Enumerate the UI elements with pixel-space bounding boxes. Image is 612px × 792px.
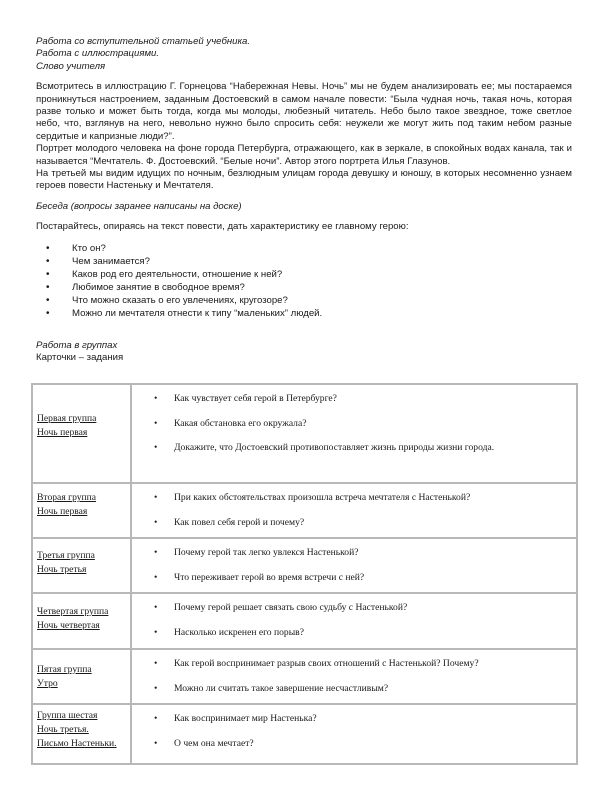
- group-cell: [33, 648, 132, 703]
- task-item: • О чем она мечтает?: [174, 737, 564, 751]
- group-labels: [37, 605, 108, 633]
- group-labels: [37, 709, 117, 751]
- conversation-heading: Беседа (вопросы заранее написаны на доске): [36, 200, 242, 212]
- task-item: • Насколько искренен его порыв?: [174, 626, 564, 640]
- question-item: • Любимое занятие в свободное время?: [46, 281, 572, 294]
- tasks-cell: [132, 482, 576, 539]
- task-item: • Какая обстановка его окружала?: [174, 417, 564, 431]
- group-cell: [33, 537, 132, 592]
- group-label: Письмо Настеньки.: [37, 738, 117, 749]
- section-heading: Работа с иллюстрациями.: [36, 48, 160, 60]
- task-item: • Докажите, что Достоевский противопоставляет жизнь природы жизни города.: [174, 441, 564, 455]
- table-row: [33, 537, 576, 592]
- table-row: [33, 482, 576, 537]
- task-list: [174, 491, 564, 540]
- tasks-cell: [132, 385, 576, 482]
- task-item: • При каких обстоятельствах произошла встреча мечтателя с Настенькой?: [174, 491, 564, 505]
- question-item: • Можно ли мечтателя отнести к типу “маленьких” людей.: [46, 307, 572, 320]
- group-label: Ночь третья: [37, 564, 87, 575]
- paragraph-illustration: Всмотритесь в иллюстрацию Г. Горнецова “Набережная Невы. Ночь” мы не будем анализировать ее; мы постараемся проникнуться настроением, заданным Достоевский в самом начале повести: “Была чудная ночь, такая ночь, которая разве только и может быть тогда, когда мы молоды, любезный читатель. Небо было такое звездное, тоже светлое небо, что, взглянув на него, невольно нужно было спросить себя: неужели же могут жить под таким небом разные сердитые и капризные люди?”.: [36, 81, 572, 142]
- table-row: [33, 648, 576, 703]
- question-item: • Чем занимается?: [46, 255, 572, 268]
- groupwork-subheading: Карточки – задания: [36, 352, 124, 364]
- paragraph-portrait: Портрет молодого человека на фоне города Петербурга, отражающего, как в зеркале, в спокойных водах канала, так и называется “Мечтатель. Ф. Достоевский. “Белые ночи”. Автор этого портрета Илья Глазунов.: [36, 143, 572, 167]
- group-label: Ночь четвертая: [37, 620, 100, 631]
- lesson-text: [36, 36, 572, 365]
- task-item: • Как герой воспринимает разрыв своих отношений с Настенькой? Почему?: [174, 657, 564, 671]
- group-label: Первая группа: [37, 413, 97, 424]
- group-label: Третья группа: [37, 550, 95, 561]
- group-cell: [33, 592, 132, 648]
- group-label: Пятая группа: [37, 664, 92, 675]
- task-item: • Почему герой решает связать свою судьбу с Настенькой?: [174, 601, 564, 615]
- group-cell: [33, 703, 132, 763]
- question-item: • Каков род его деятельности, отношение к ней?: [46, 268, 572, 281]
- tasks-cell: [132, 592, 576, 650]
- groupwork-heading: Работа в группах: [36, 339, 118, 351]
- group-label: Ночь первая: [37, 427, 88, 438]
- task-item: • Как повел себя герой и почему?: [174, 516, 564, 530]
- table-row: [33, 385, 576, 482]
- task-cards-table: [31, 383, 578, 765]
- task-item: • Что переживает герой во время встречи с ней?: [174, 571, 564, 585]
- group-labels: [37, 412, 96, 440]
- task-item: • Как воспринимает мир Настенька?: [174, 712, 564, 726]
- paragraph-third-illustration: На третьей мы видим идущих по ночным, безлюдным улицам города девушку и юношу, в которых несомненно узнаем героев повести Настеньку и Мечтателя.: [36, 168, 572, 192]
- section-heading: Работа со вступительной статьей учебника.: [36, 36, 251, 47]
- task-list: [174, 601, 564, 650]
- group-labels: [37, 663, 92, 691]
- tasks-cell: [132, 648, 576, 705]
- question-item: • Кто он?: [46, 242, 572, 255]
- table-row: [33, 703, 576, 763]
- task-item: • Почему герой так легко увлекся Настенькой?: [174, 546, 564, 560]
- table-row: [33, 592, 576, 648]
- group-labels: [37, 491, 96, 519]
- task-list: [174, 657, 564, 706]
- tasks-cell: [132, 537, 576, 594]
- task-item: • Можно ли считать такое завершение несчастливым?: [174, 682, 564, 696]
- group-label: Утро: [37, 678, 58, 689]
- task-item: • Как чувствует себя герой в Петербурге?: [174, 392, 564, 406]
- section-heading: Слово учителя: [36, 60, 106, 72]
- group-label: Ночь первая: [37, 506, 88, 517]
- tasks-cell: [132, 703, 576, 765]
- task-list: [174, 546, 564, 595]
- task-list: [174, 392, 564, 466]
- question-item: • Что можно сказать о его увлечениях, кругозоре?: [46, 294, 572, 307]
- group-labels: [37, 549, 95, 577]
- group-label: Вторая группа: [37, 492, 97, 503]
- conversation-prompt: Постарайтесь, опираясь на текст повести, дать характеристику ее главному герою:: [36, 221, 409, 233]
- group-cell: [33, 482, 132, 537]
- question-list: [36, 242, 572, 320]
- group-label: Группа шестая: [37, 710, 98, 721]
- group-label: Четвертая группа: [37, 606, 109, 617]
- task-list: [174, 712, 564, 761]
- group-label: Ночь третья.: [37, 724, 89, 735]
- group-cell: [33, 385, 132, 482]
